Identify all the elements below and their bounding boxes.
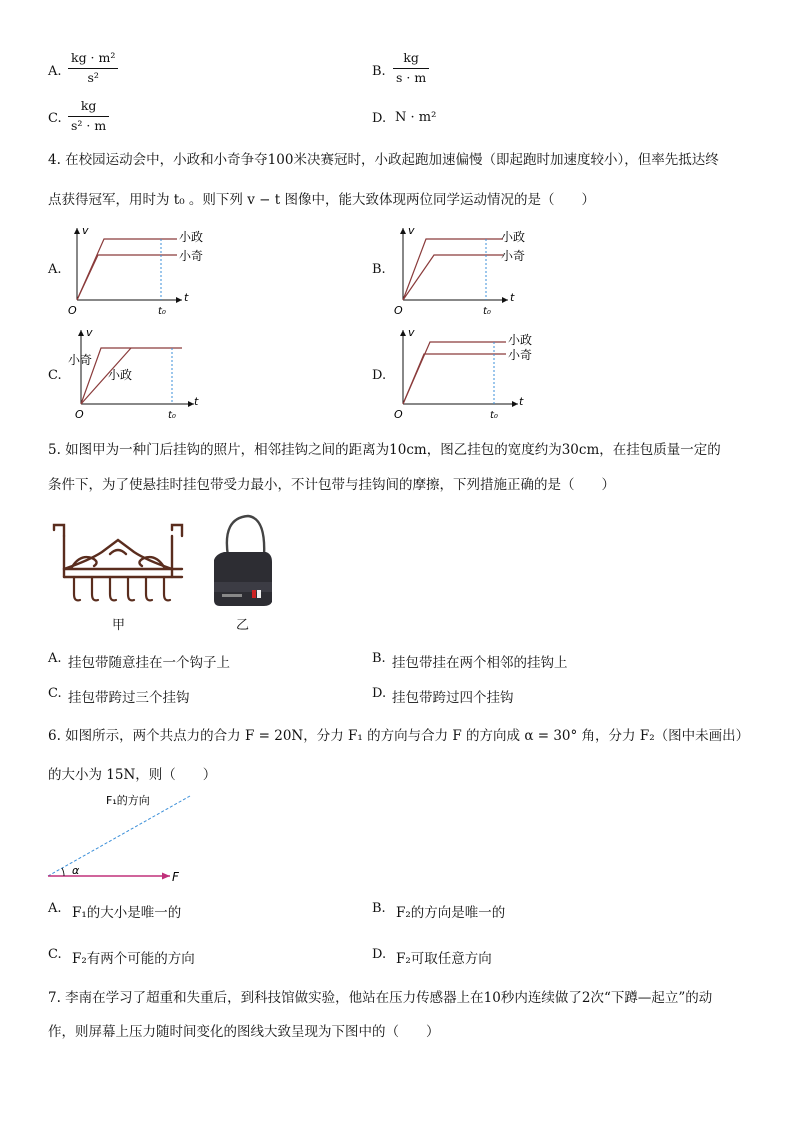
- q4-graph-d-line-xiaozheng: [403, 342, 506, 404]
- q4-stem-line2: 点获得冠军，用时为 t₀ 。则下列 v − t 图像中，能大致体现两位同学运动情况的是（ ）: [48, 192, 595, 208]
- q5-stem-line1: 5. 如图甲为一种门后挂钩的照片，相邻挂钩之间的距离为10cm，图乙挂包的宽度约为30cm，在挂包质量一定的: [48, 442, 721, 458]
- q6-force-diagram: [44, 790, 204, 886]
- q4-graph-d: [388, 324, 548, 421]
- q4-graph-a-v-label: v: [82, 224, 89, 237]
- q5-option-d-text: 挂包带跨过四个挂钩: [392, 690, 514, 706]
- door-hook-rack-image: [50, 522, 190, 612]
- q4-graph-b-origin: O: [394, 304, 403, 317]
- q5-stem-line2: 条件下，为了使悬挂时挂包带受力最小，不计包带与挂钩间的摩擦，下列措施正确的是（ ）: [48, 477, 615, 493]
- f1-direction-label: F₁的方向: [106, 794, 150, 807]
- q5-option-c-text: 挂包带跨过三个挂钩: [68, 690, 190, 706]
- q3-option-d-letter: D.: [372, 111, 387, 126]
- q5-option-d-letter: D.: [372, 686, 387, 701]
- q5-option-a-text: 挂包带随意挂在一个钩子上: [68, 655, 230, 671]
- q3-option-a-letter: A.: [48, 64, 62, 79]
- q4-graph-c-t0: t₀: [168, 410, 176, 421]
- q4-graph-b-t0: t₀: [483, 306, 491, 317]
- q6-option-d-text: F₂可取任意方向: [396, 951, 492, 967]
- q6-option-c-text: F₂有两个可能的方向: [72, 951, 195, 967]
- q4-graph-c-letter: C.: [48, 368, 62, 383]
- f1-direction-line: [48, 796, 190, 876]
- q4-graph-a-label-bottom: 小奇: [179, 249, 204, 263]
- q6-option-d-letter: D.: [372, 947, 387, 962]
- q3-option-c-letter: C.: [48, 111, 62, 126]
- hook-row: [74, 577, 170, 600]
- q7-stem-line1: 7. 李南在学习了超重和失重后，到科技馆做实验，他站在压力传感器上在10秒内连续做了2次“下蹲—起立”的动: [48, 990, 713, 1006]
- q4-graph-c-t-label: t: [194, 395, 199, 408]
- q4-graph-a-origin: O: [68, 304, 77, 317]
- q4-graph-d-label-top: 小政: [508, 333, 533, 347]
- q5-option-b-text: 挂包带挂在两个相邻的挂钩上: [392, 655, 568, 671]
- q6-stem-line1: 6. 如图所示，两个共点力的合力 F = 20N，分力 F₁ 的方向与合力 F 的方向成 α = 30° 角，分力 F₂（图中未画出）: [48, 728, 750, 744]
- fig-label-yi: 乙: [236, 618, 250, 633]
- q3-option-a-fraction: $\frac{\text{kg · m²}}{\text{s²}}$: [68, 52, 118, 84]
- q4-graph-c-origin: O: [75, 408, 84, 421]
- q7-stem-line2: 作，则屏幕上压力随时间变化的图线大致呈现为下图中的（ ）: [48, 1024, 440, 1040]
- q4-graph-c-v-label: v: [86, 326, 93, 339]
- q4-graph-c-label-mid: 小政: [108, 368, 133, 382]
- q4-graph-d-t-label: t: [519, 395, 524, 408]
- q4-graph-d-line-xiaoqi: [403, 354, 506, 404]
- q3-option-b-letter: B.: [372, 64, 386, 79]
- q3-option-d-text: N · m²: [395, 110, 437, 125]
- q6-stem-line2: 的大小为 15N，则（ ）: [48, 767, 217, 783]
- fig-label-jia: 甲: [112, 618, 126, 633]
- q4-graph-c: [66, 324, 216, 421]
- q4-graph-a-t-label: t: [184, 291, 189, 304]
- handbag-image: [212, 512, 274, 610]
- q5-option-a-letter: A.: [48, 651, 62, 666]
- q6-option-c-letter: C.: [48, 947, 62, 962]
- f-arrowhead: [162, 873, 170, 880]
- alpha-label: α: [72, 864, 80, 877]
- q4-graph-b-line-xiaozheng: [403, 239, 503, 300]
- q4-graph-b-t-label: t: [510, 291, 515, 304]
- q6-option-b-letter: B.: [372, 901, 386, 916]
- q4-graph-a-line-xiaozheng: [77, 239, 177, 300]
- q4-graph-c-label-left: 小奇: [68, 353, 93, 367]
- q5-option-c-letter: C.: [48, 686, 62, 701]
- q4-graph-a: [62, 222, 212, 317]
- q4-graph-b: [388, 222, 538, 317]
- q6-option-a-letter: A.: [48, 901, 62, 916]
- q6-option-a-text: F₁的大小是唯一的: [72, 905, 182, 921]
- q4-graph-b-label-top: 小政: [501, 230, 526, 244]
- q5-option-b-letter: B.: [372, 651, 386, 666]
- f-label: F: [172, 870, 179, 884]
- q4-graph-a-t0: t₀: [158, 306, 166, 317]
- q4-stem-line1: 4. 在校园运动会中，小政和小奇争夺100米决赛冠时，小政起跑加速偏慢（即起跑时加速度较小），但率先抵达终: [48, 152, 719, 168]
- q3-option-c-fraction: $\frac{kg}{\text{s² · m}}$: [68, 100, 109, 132]
- q4-graph-d-letter: D.: [372, 368, 387, 383]
- q3-option-b-fraction: $\frac{kg}{s \cdot m}$: [393, 52, 429, 84]
- q4-graph-b-label-bottom: 小奇: [501, 249, 526, 263]
- q4-graph-d-label-bottom: 小奇: [508, 348, 533, 362]
- q6-option-b-text: F₂的方向是唯一的: [396, 905, 506, 921]
- q4-graph-a-label-top: 小政: [179, 230, 204, 244]
- q4-graph-d-t0: t₀: [490, 410, 498, 421]
- q4-graph-b-v-label: v: [408, 224, 415, 237]
- q4-graph-b-letter: B.: [372, 262, 386, 277]
- q4-graph-d-origin: O: [394, 408, 403, 421]
- q4-graph-d-v-label: v: [408, 326, 415, 339]
- q4-graph-a-letter: A.: [48, 262, 62, 277]
- q4-graph-a-line-xiaoqi: [77, 255, 177, 300]
- alpha-arc: [62, 868, 64, 876]
